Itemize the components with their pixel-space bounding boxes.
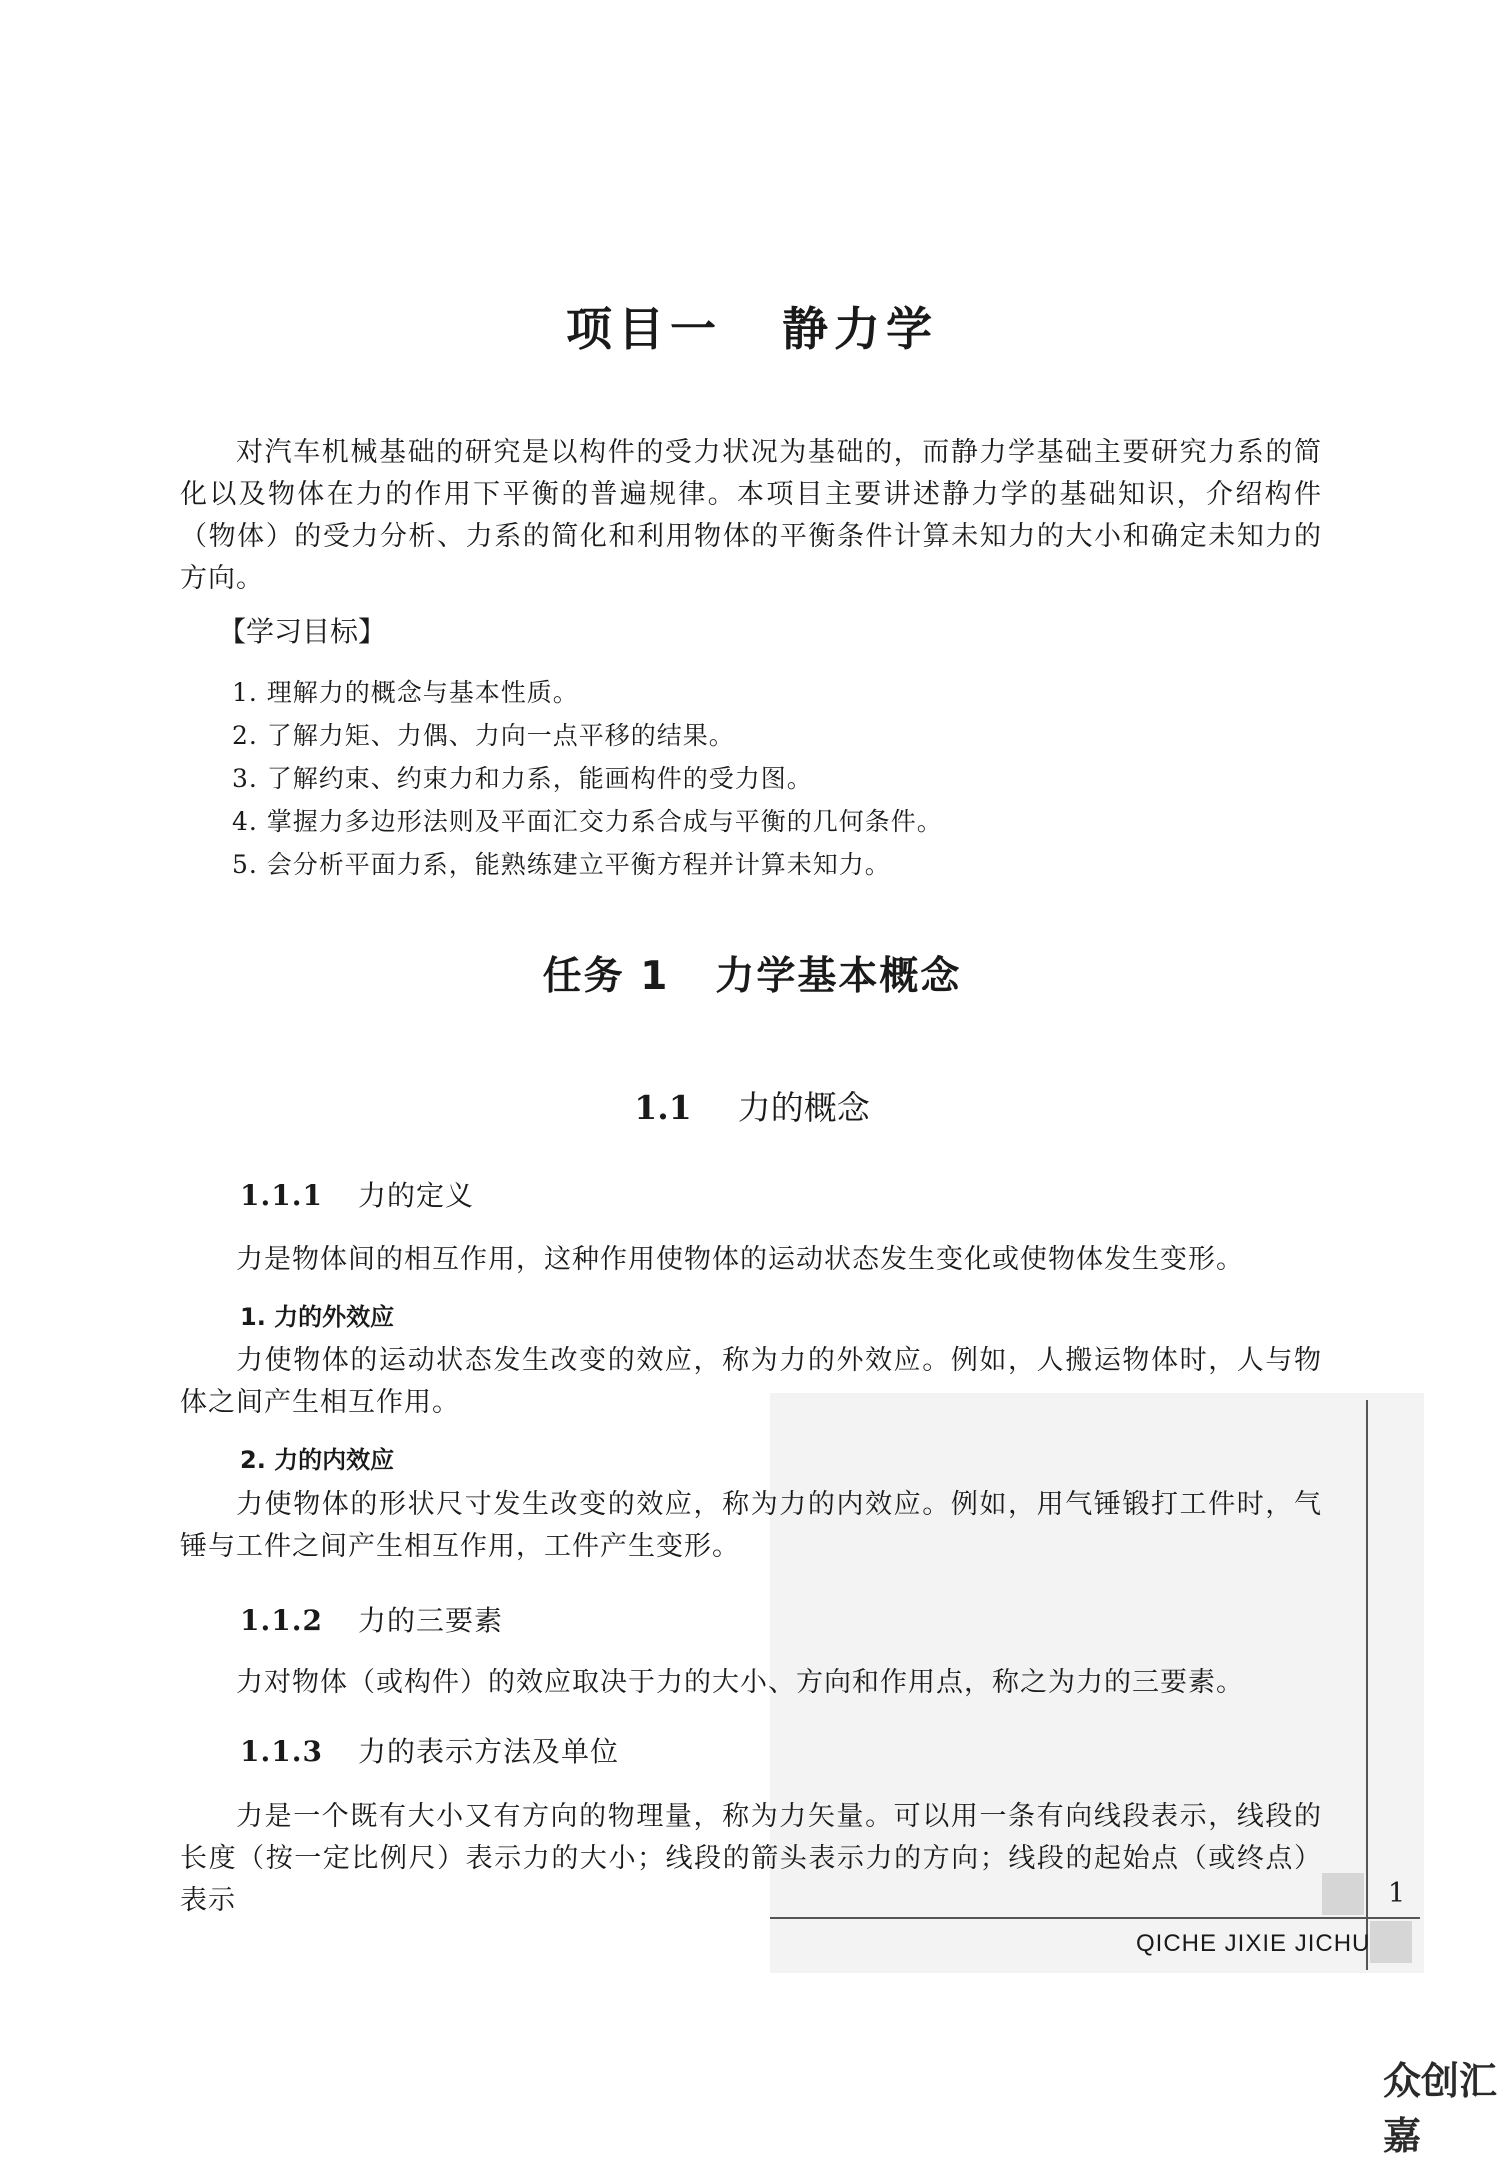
goal-item-1: 1. 理解力的概念与基本性质。 [232,678,579,707]
goal-item-3: 3. 了解约束、约束力和力系，能画构件的受力图。 [232,764,813,793]
page-number: 1 [1388,1878,1406,1909]
subsection-heading-2 [240,1599,503,1639]
intro-paragraph: 对汽车机械基础的研究是以构件的受力状况为基础的，而静力学基础主要研究力系的简化以及物体在力的作用下平衡的普遍规律。本项目主要讲述静力学的基础知识，介绍构件（物体）的受力分析、力系的简化和利用物体的平衡条件计算未知力的大小和确定未知力的方向。 [180,437,1322,594]
goal-item-4: 4. 掌握力多边形法则及平面汇交力系合成与平衡的几何条件。 [232,807,943,836]
task-label: 任务 1 [542,954,670,999]
task-heading [0,945,1504,1001]
footer-vertical-rule [1366,1400,1368,1970]
goal-item-5: 5. 会分析平面力系，能熟练建立平衡方程并计算未知力。 [232,850,891,879]
subsection-heading-1 [240,1174,474,1214]
subsection-num-2: 1.1.2 [240,1604,323,1637]
chapter-heading [0,293,1504,359]
subsection-title-1: 力的定义 [358,1179,475,1212]
subsection-heading-3 [240,1730,619,1770]
section-heading [0,1082,1504,1129]
external-effect-paragraph: 力使物体的运动状态发生改变的效应，称为力的外效应。例如，人搬运物体时，人与物体之间产生相互作用。 [180,1345,1322,1418]
section-title: 力的概念 [737,1088,870,1127]
chapter-label: 项目一 [566,302,722,356]
item-heading-internal: 2. 力的内效应 [240,1446,395,1474]
footer-square-bottom [1370,1921,1412,1963]
definition-paragraph: 力是物体间的相互作用，这种作用使物体的运动状态发生变化或使物体发生变形。 [236,1244,1244,1275]
footer-square-top [1322,1873,1364,1915]
goals-title: 【学习目标】 [218,615,387,648]
task-title: 力学基本概念 [715,954,962,999]
representation-paragraph: 力是一个既有大小又有方向的物理量，称为力矢量。可以用一条有向线段表示，线段的长度（按一定比例尺）表示力的大小；线段的箭头表示力的方向；线段的起始点（或终点）表示 [180,1801,1322,1916]
three-elements-paragraph: 力对物体（或构件）的效应取决于力的大小、方向和作用点，称之为力的三要素。 [236,1667,1244,1698]
subsection-title-3: 力的表示方法及单位 [358,1735,620,1768]
subsection-num-3: 1.1.3 [240,1735,323,1768]
goal-item-2: 2. 了解力矩、力偶、力向一点平移的结果。 [232,721,735,750]
running-title: QICHE JIXIE JICHU [1136,1930,1371,1957]
item-heading-external: 1. 力的外效应 [240,1303,395,1331]
section-num: 1.1 [634,1088,692,1127]
watermark: 众创汇嘉 [1383,2059,1498,2158]
subsection-num-1: 1.1.1 [240,1179,323,1212]
internal-effect-paragraph: 力使物体的形状尺寸发生改变的效应，称为力的内效应。例如，用气锤锻打工件时，气锤与工件之间产生相互作用，工件产生变形。 [180,1489,1322,1562]
chapter-title: 静力学 [782,302,938,356]
subsection-title-2: 力的三要素 [358,1604,504,1637]
